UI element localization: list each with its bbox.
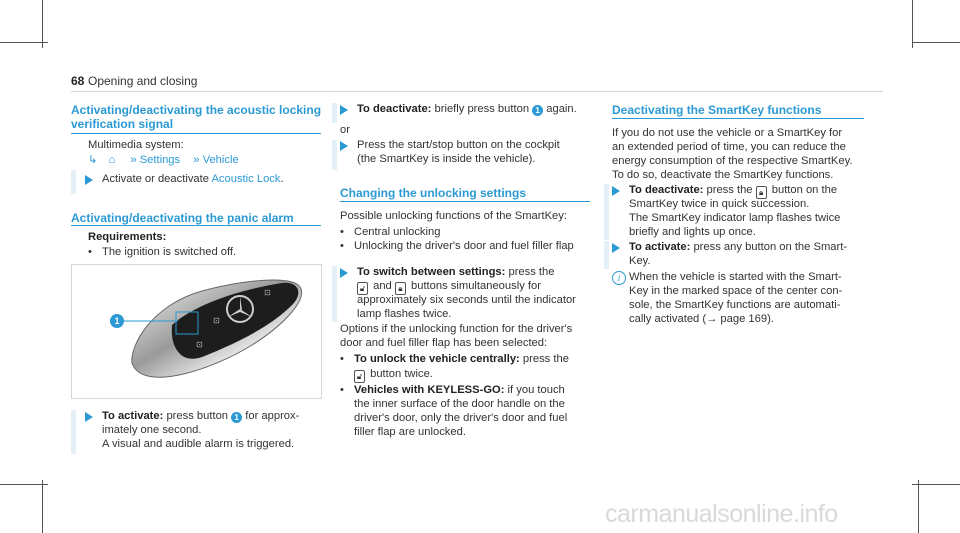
deact-line2: SmartKey twice in quick succession. [629, 198, 810, 210]
step-bar [604, 184, 609, 240]
possible-functions: Possible unlocking functions of the SmartKey: [340, 210, 567, 222]
intro-line3: energy consumption of the respective SmartKey. [612, 155, 853, 167]
page-reference-link[interactable]: page 169). [717, 313, 774, 325]
svg-text:⊡: ⊡ [213, 316, 220, 325]
step-arrow-icon [612, 186, 620, 196]
crop-mark [42, 0, 43, 48]
press-start-line1: Press the start/stop button on the cockpit [357, 139, 560, 151]
path-settings: Settings [139, 154, 181, 166]
step-arrow-icon [85, 412, 93, 422]
step-activate-line1: To activate: press button 1 for approx- [102, 410, 300, 422]
deact-line1: To deactivate: press the 🔒︎ button on the [629, 184, 838, 197]
step-arrow-icon [340, 141, 348, 151]
step-bar [71, 410, 76, 454]
keyless-line1: • Vehicles with KEYLESS-GO: if you touch [340, 384, 565, 396]
or-text: or [340, 124, 350, 136]
section-title: Opening and closing [88, 74, 198, 88]
path-vehicle: Vehicle [202, 154, 239, 166]
step-activate-line3: A visual and audible alarm is triggered. [102, 438, 295, 450]
step-arrow-icon [340, 105, 348, 115]
intro-line4: To do so, deactivate the SmartKey functions. [612, 169, 834, 181]
keyless-line3: driver's door, only the driver's door and fuel [354, 412, 568, 424]
press-start-line2: (the SmartKey is inside the vehicle). [357, 153, 536, 165]
act-line2: Key. [629, 255, 651, 267]
multimedia-label: Multimedia system: [88, 139, 184, 151]
smartkey-illustration [72, 265, 321, 398]
keyless-line4: filler flap are unlocked. [354, 426, 466, 438]
info-icon: i [612, 271, 626, 285]
header-rule [71, 91, 883, 92]
unlock-centrally-line1: • To unlock the vehicle centrally: press the [340, 353, 569, 365]
deact-line3: The SmartKey indicator lamp flashes twice [629, 212, 841, 224]
crop-mark [42, 480, 43, 533]
switch-line1: To switch between settings: press the [357, 266, 555, 278]
heading-rule [71, 133, 321, 134]
switch-line3: approximately six seconds until the indicator [357, 294, 576, 306]
smartkey-figure [71, 264, 322, 399]
heading-rule [340, 201, 590, 202]
step-bar [332, 103, 337, 123]
intro-line1: If you do not use the vehicle or a SmartKey for [612, 127, 843, 139]
option-central: • Central unlocking [340, 226, 441, 238]
intro-line2: an extended period of time, you can reduce the [612, 141, 846, 153]
options-line1: Options if the unlocking function for the driver's [340, 323, 573, 335]
double-chevron-icon: » [193, 154, 200, 166]
step-arrow-icon [85, 175, 93, 185]
step-bar [332, 140, 337, 170]
double-chevron-icon: » [130, 154, 137, 166]
switch-line4: lamp flashes twice. [357, 308, 452, 320]
callout-number: 1 [114, 316, 120, 326]
unlock-centrally-line2: 🔓︎ button twice. [354, 368, 433, 383]
switch-line2: 🔓︎ and 🔒︎ buttons simultaneously for [357, 280, 541, 295]
svg-text:⊡: ⊡ [264, 288, 271, 297]
path-arrow-icon: ↳ [88, 154, 98, 166]
step-arrow-icon [612, 243, 620, 253]
heading-acoustic-line1: Activating/deactivating the acoustic locking [71, 103, 322, 117]
crop-mark [912, 0, 913, 48]
requirements-label: Requirements: [88, 231, 167, 243]
heading-rule [612, 118, 864, 119]
step-acoustic: Activate or deactivate Acoustic Lock. [102, 173, 284, 185]
options-line2: door and fuel filler flap has been selected: [340, 337, 548, 349]
step-arrow-icon [340, 268, 348, 278]
keyless-line2: the inner surface of the door handle on the [354, 398, 565, 410]
unlock-key-icon: 🔓︎ [357, 282, 368, 295]
crop-mark [912, 484, 960, 485]
step-bar [71, 170, 76, 194]
crop-mark [0, 484, 48, 485]
lock-key-icon: 🔒︎ [395, 282, 406, 295]
deact-line4: briefly and lights up once. [629, 226, 756, 238]
home-icon: ⌂ [108, 154, 116, 166]
heading-acoustic-line2: verification signal [71, 117, 174, 131]
page-number: 68 [71, 74, 85, 88]
note-line3: sole, the SmartKey functions are automati- [629, 299, 841, 311]
crop-mark [912, 42, 960, 43]
option-driver: • Unlocking the driver's door and fuel filler flap [340, 240, 574, 252]
requirement-item: • The ignition is switched off. [88, 246, 237, 258]
step-bar [604, 241, 609, 269]
heading-smartkey-functions: Deactivating the SmartKey functions [612, 103, 822, 117]
act-line1: To activate: press any button on the Smart- [629, 241, 848, 253]
page-reference-arrow-icon: → [706, 313, 718, 325]
heading-unlocking: Changing the unlocking settings [340, 186, 526, 200]
crop-mark [0, 42, 48, 43]
svg-text:⊡: ⊡ [196, 340, 203, 349]
menu-path [88, 154, 239, 168]
step-activate-line2: imately one second. [102, 424, 202, 436]
callout-1-icon: 1 [231, 412, 242, 423]
unlock-key-icon: 🔓︎ [354, 370, 365, 383]
heading-rule [71, 225, 321, 226]
heading-panic: Activating/deactivating the panic alarm [71, 211, 294, 225]
step-bar [332, 266, 337, 322]
note-line4: cally activated (→ page 169). [629, 313, 774, 325]
callout-1-icon: 1 [532, 105, 543, 116]
crop-mark [918, 480, 919, 533]
note-line1: When the vehicle is started with the Smart- [629, 271, 842, 283]
lock-key-icon: 🔒︎ [756, 186, 767, 199]
step-deactivate: To deactivate: briefly press button 1 again. [357, 103, 577, 115]
note-line2: Key in the marked space of the center con- [629, 285, 843, 297]
acoustic-lock-link: Acoustic Lock [211, 173, 281, 185]
watermark: carmanualsonline.info [605, 500, 838, 528]
